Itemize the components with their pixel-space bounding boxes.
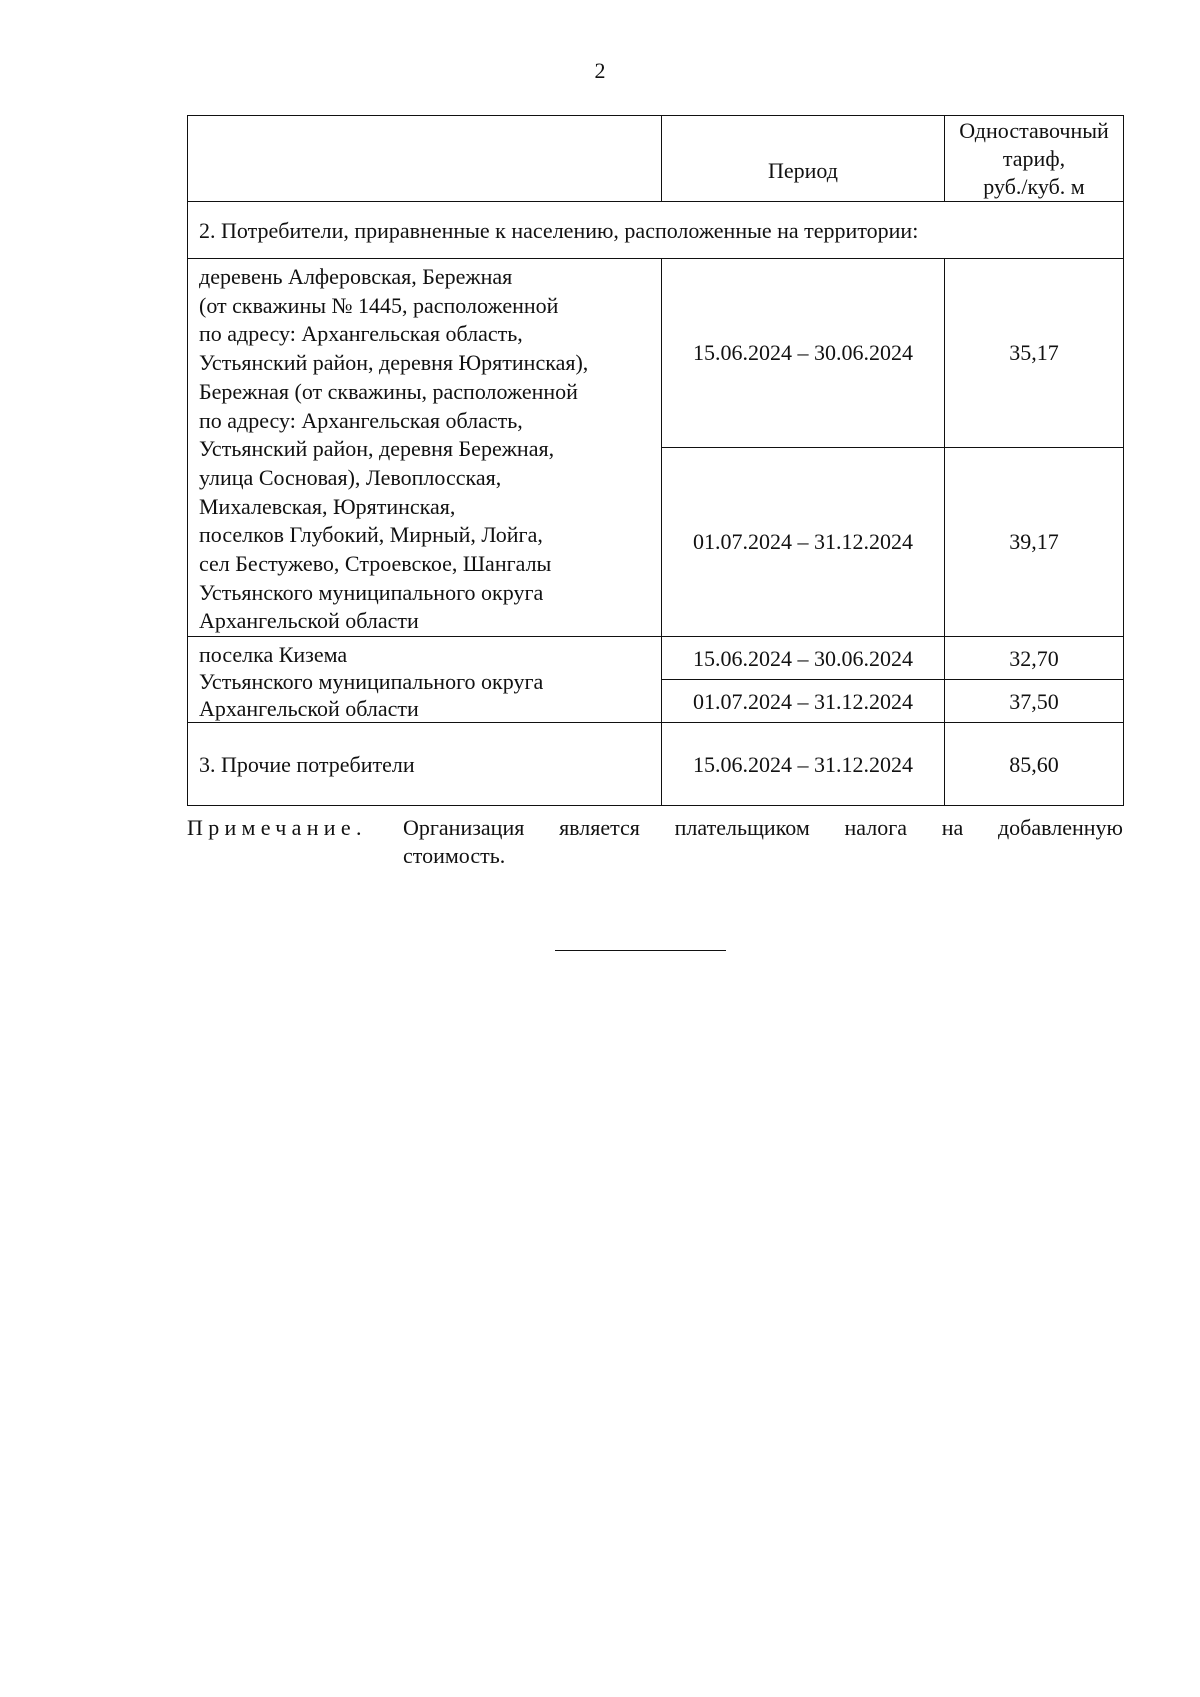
- rate-cell: 39,17: [945, 447, 1124, 637]
- period-cell: 01.07.2024 – 31.12.2024: [662, 680, 945, 723]
- period-cell: 15.06.2024 – 31.12.2024: [662, 723, 945, 806]
- end-rule: [555, 950, 726, 951]
- rate-cell: 32,70: [945, 637, 1124, 680]
- table-row: [188, 723, 1124, 806]
- header-period: Период: [662, 116, 945, 202]
- header-rate-line: Одноставочный: [959, 117, 1109, 143]
- header-rate-line: руб./куб. м: [983, 173, 1085, 199]
- section-2-title: 2. Потребители, приравненные к населению, расположенные на территории:: [188, 202, 1124, 259]
- table-header-row: [188, 116, 1124, 202]
- name-line: Бережная (от скважины, расположенной: [199, 378, 578, 404]
- name-line: Устьянского муниципального округа: [199, 579, 544, 605]
- table-row: [188, 259, 1124, 448]
- name-line: (от скважины № 1445, расположенной: [199, 292, 559, 318]
- period-cell: 15.06.2024 – 30.06.2024: [662, 259, 945, 448]
- name-line: сел Бестужево, Строевское, Шангалы: [199, 551, 552, 577]
- note-label: Примечание.: [187, 815, 367, 840]
- name-line: Устьянского муниципального округа: [199, 669, 544, 695]
- note-word: налога: [844, 815, 907, 840]
- group-2-name: [188, 637, 662, 723]
- rate-cell: 35,17: [945, 259, 1124, 448]
- note-text: [403, 814, 1123, 870]
- header-rate-line: тариф,: [1002, 145, 1066, 171]
- note-word: на: [941, 815, 964, 840]
- period-cell: 01.07.2024 – 31.12.2024: [662, 447, 945, 637]
- other-consumers-name: 3. Прочие потребители: [188, 723, 662, 806]
- tariff-table: [187, 115, 1124, 806]
- header-name-cell: [188, 116, 662, 202]
- note-line: [403, 814, 1123, 842]
- name-line: Архангельской области: [199, 696, 419, 722]
- section-row: [188, 202, 1124, 259]
- header-rate: [945, 116, 1124, 202]
- note-word: плательщиком: [674, 815, 810, 840]
- name-line: по адресу: Архангельская область,: [199, 407, 523, 433]
- name-line: улица Сосновая), Левоплосская,: [199, 464, 502, 490]
- name-line: Устьянский район, деревня Бережная,: [199, 436, 555, 462]
- name-line: по адресу: Архангельская область,: [199, 321, 523, 347]
- table-row: [188, 637, 1124, 680]
- name-line: деревень Алферовская, Бережная: [199, 264, 513, 289]
- name-line: Архангельской области: [199, 608, 419, 634]
- note-word: Организация: [403, 815, 525, 840]
- name-line: Устьянский район, деревня Юрятинская),: [199, 350, 589, 376]
- period-cell: 15.06.2024 – 30.06.2024: [662, 637, 945, 680]
- page-number: 2: [594, 58, 606, 83]
- rate-cell: 37,50: [945, 680, 1124, 723]
- rate-cell: 85,60: [945, 723, 1124, 806]
- name-line: поселков Глубокий, Мирный, Лойга,: [199, 522, 543, 548]
- note-word: является: [559, 815, 640, 840]
- note-line: стоимость.: [403, 843, 506, 868]
- note-word: добавленную: [997, 815, 1123, 840]
- name-line: Михалевская, Юрятинская,: [199, 493, 456, 519]
- name-line: поселка Кизема: [199, 642, 348, 668]
- group-1-name: [188, 259, 662, 637]
